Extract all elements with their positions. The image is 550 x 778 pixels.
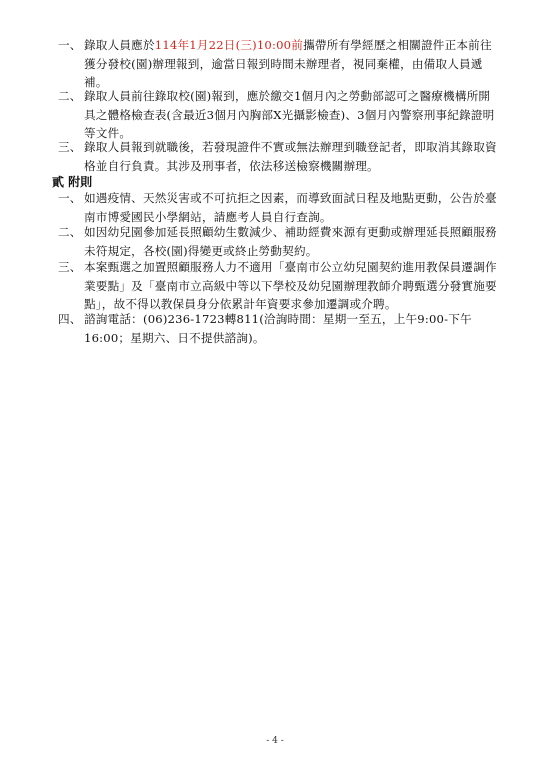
item-number: 二、 <box>58 225 82 239</box>
item-text: 本案甄選之加置照顧服務人力不適用「臺南市公立幼兒園契約進用教保員遷調作業要點」及「臺南市立高級中等以下學校及幼兒園辦理教師介聘甄選分發實施要點」，故不得以教保員身分依累計年資要求參加遷調或介聘。 <box>84 260 497 312</box>
item-number: 四、 <box>58 312 82 326</box>
section-heading: 貳 附則 <box>52 175 93 189</box>
item-number: 三、 <box>58 260 82 274</box>
item-number: 一、 <box>58 191 82 205</box>
list-item <box>58 258 498 314</box>
list-item <box>58 36 498 92</box>
item-text: 錄取人員前往錄取校(園)報到，應於繳交1個月內之勞動部認可之醫療機構所開具之體格檢查表(含最近3個月內胸部X光攝影檢查)、3個月內警察刑事紀錄證明等文件。 <box>84 89 495 141</box>
list-item <box>58 138 498 175</box>
item-text: 錄取人員報到就職後，若發現證件不實或無法辦理到職登記者，即取消其錄取資格並自行負責。其涉及刑事者，依法移送檢察機關辦理。 <box>84 140 497 173</box>
item-text: 如遇疫情、天然災害或不可抗拒之因素，而導致面試日程及地點更動，公告於臺南市博愛國民小學網站，請應考人員自行查詢。 <box>84 191 497 224</box>
item-text: 諮詢電話：(06)236-1723轉811(洽詢時間：星期一至五，上午9:00-下午16:00；星期六、日不提供諮詢)。 <box>84 312 472 345</box>
list-item <box>58 310 498 347</box>
item-text: 錄取人員應於114年1月22日(三)10:00前攜帶所有學經歷之相關證件正本前往獲分發校(園)辦理報到，逾當日報到時間未辦理者，視同棄權，由備取人員遞補。 <box>84 38 492 90</box>
list-item <box>58 223 498 260</box>
item-number: 二、 <box>58 89 82 103</box>
list-item <box>58 189 498 226</box>
report-deadline: 114年1月22日(三)10:00前 <box>154 38 304 52</box>
item-number: 三、 <box>58 140 82 154</box>
list-item <box>58 87 498 143</box>
item-text: 如因幼兒園參加延長照顧幼生數減少、補助經費來源有更動或辦理延長照顧服務未符規定，各校(園)得變更或終止勞動契約。 <box>84 225 497 258</box>
page-number: - 4 - <box>266 736 284 746</box>
item-number: 一、 <box>58 38 82 52</box>
